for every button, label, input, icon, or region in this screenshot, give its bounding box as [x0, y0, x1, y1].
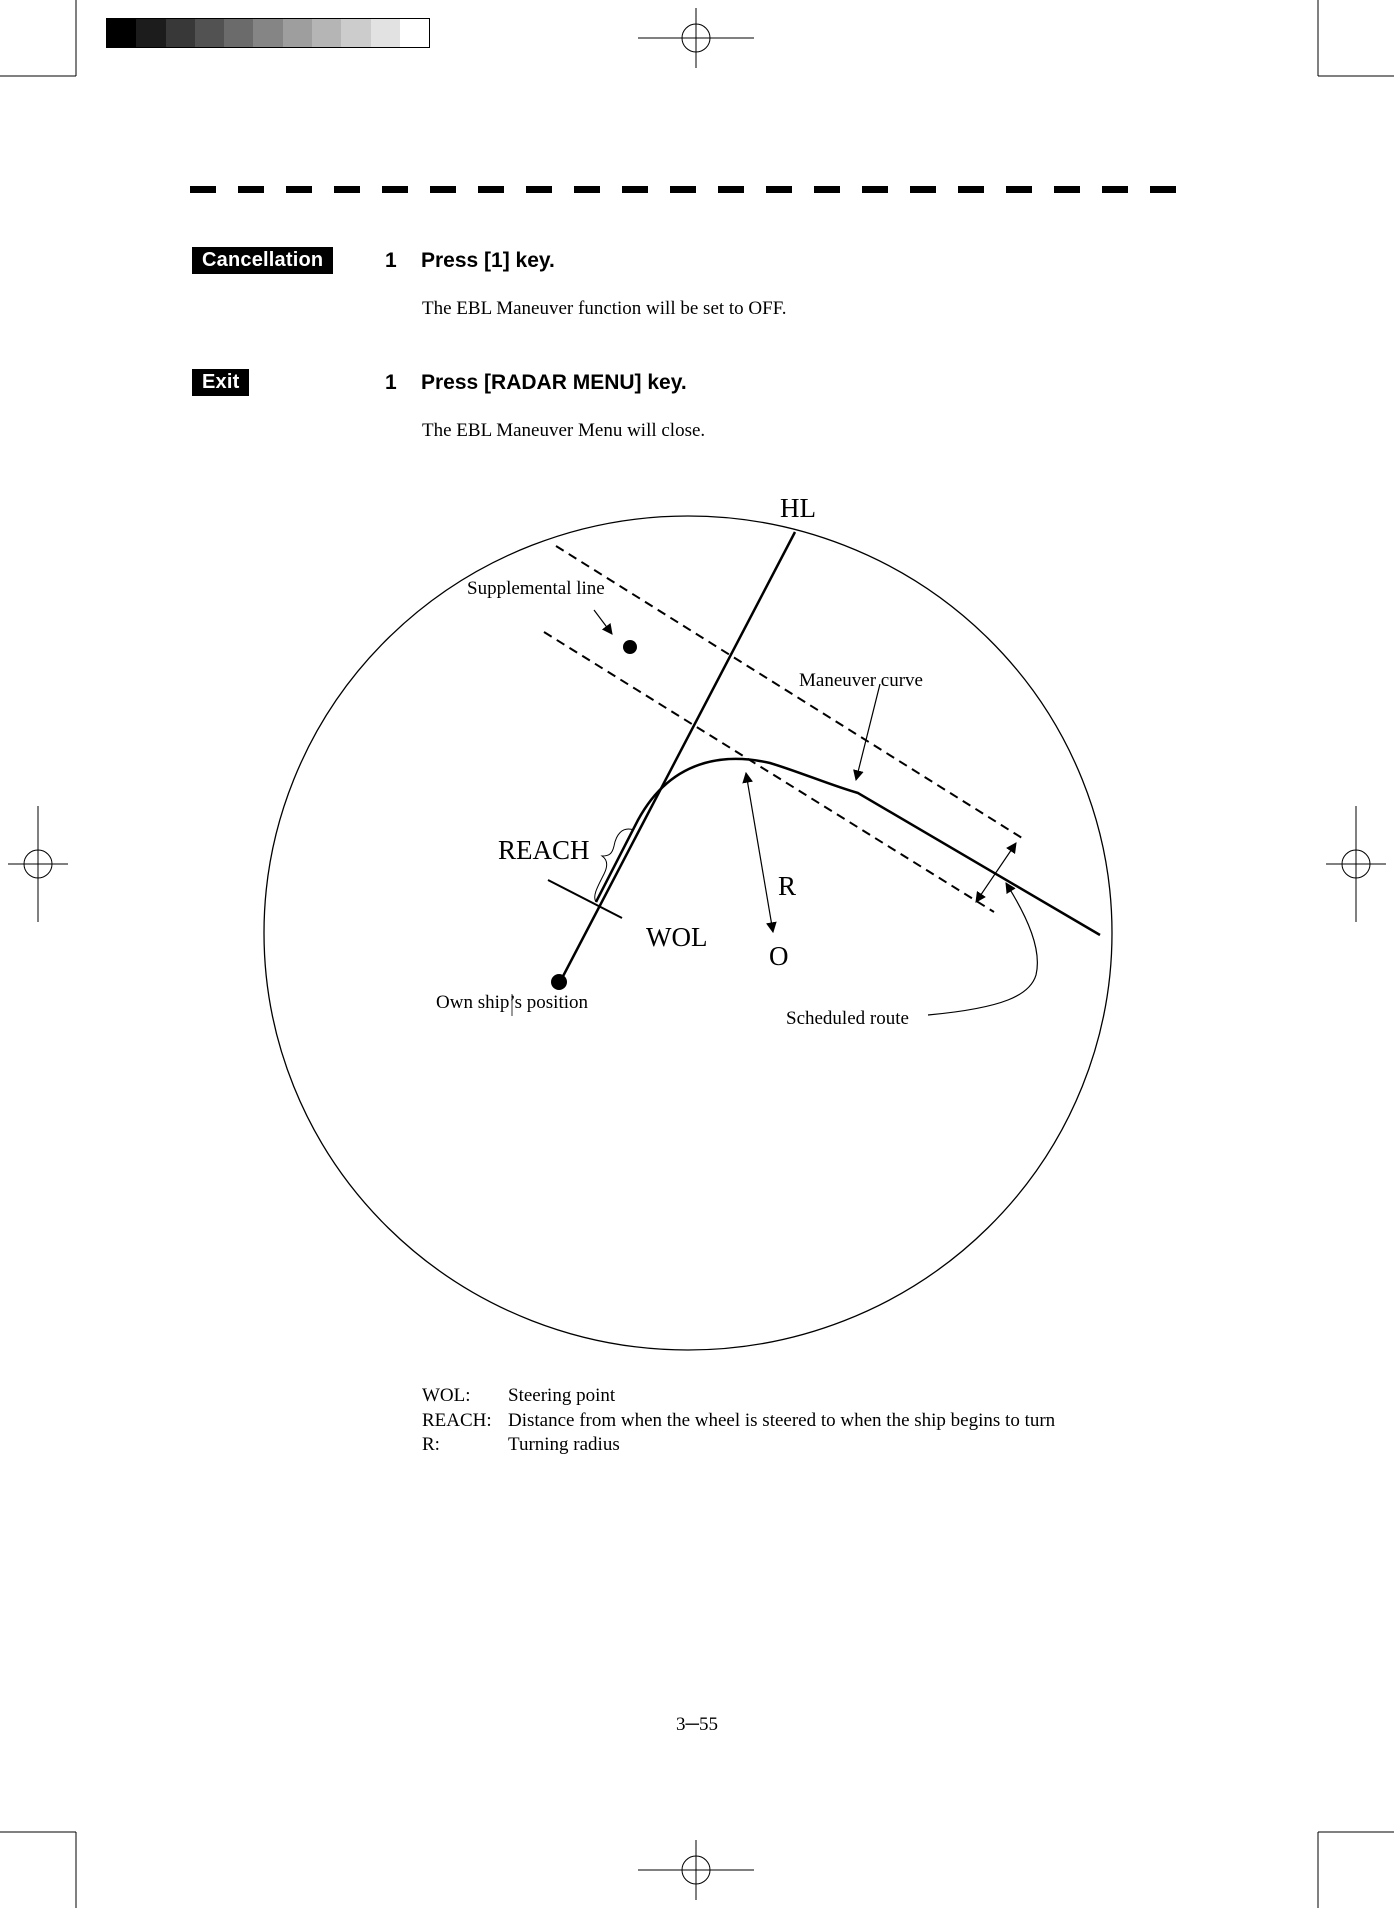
- legend-value: Steering point: [508, 1385, 616, 1406]
- legend: [422, 1384, 1055, 1458]
- legend-row-wol: [422, 1384, 1055, 1409]
- supplemental-line-label: Supplemental line: [467, 578, 605, 599]
- cancellation-step-number: 1: [385, 249, 397, 272]
- supplemental-line-arrow: [594, 610, 612, 634]
- reach-label: REACH: [498, 835, 590, 865]
- r-label: R: [778, 871, 797, 901]
- scheduled-route-label: Scheduled route: [786, 1008, 909, 1029]
- supplemental-line-upper: [556, 546, 1022, 838]
- wol-label: WOL: [646, 922, 708, 952]
- legend-row-reach: [422, 1409, 1055, 1434]
- cancellation-badge: Cancellation: [192, 247, 333, 274]
- heading-line: [560, 532, 795, 982]
- supplemental-point-dot: [623, 640, 637, 654]
- legend-row-r: [422, 1433, 1055, 1458]
- exit-description: The EBL Maneuver Menu will close.: [422, 420, 706, 441]
- exit-step-text: Press [RADAR MENU] key.: [421, 371, 687, 394]
- own-ship-dot: [551, 974, 567, 990]
- legend-key: WOL:: [422, 1385, 471, 1406]
- maneuver-curve-arrow: [856, 684, 880, 780]
- exit-step-number: 1: [385, 371, 397, 394]
- legend-key: R:: [422, 1434, 440, 1455]
- o-label: O: [769, 941, 789, 971]
- page-number: 3─55: [676, 1714, 718, 1735]
- maneuver-curve: [596, 759, 1100, 935]
- legend-value: Distance from when the wheel is steered to when the ship begins to turn: [508, 1409, 1056, 1431]
- own-ship-position-label: Own ship’s position: [436, 992, 589, 1013]
- exit-badge: Exit: [192, 369, 249, 396]
- legend-key: REACH:: [422, 1409, 492, 1431]
- maneuver-curve-label: Maneuver curve: [799, 670, 923, 691]
- cancellation-step-text: Press [1] key.: [421, 249, 555, 272]
- turning-radius-arrow: [746, 773, 773, 932]
- legend-value: Turning radius: [508, 1434, 620, 1455]
- route-offset-arrow: [976, 843, 1016, 902]
- scheduled-route-arrow: [928, 883, 1037, 1015]
- hl-label: HL: [780, 493, 816, 523]
- cancellation-description: The EBL Maneuver function will be set to OFF.: [422, 298, 787, 319]
